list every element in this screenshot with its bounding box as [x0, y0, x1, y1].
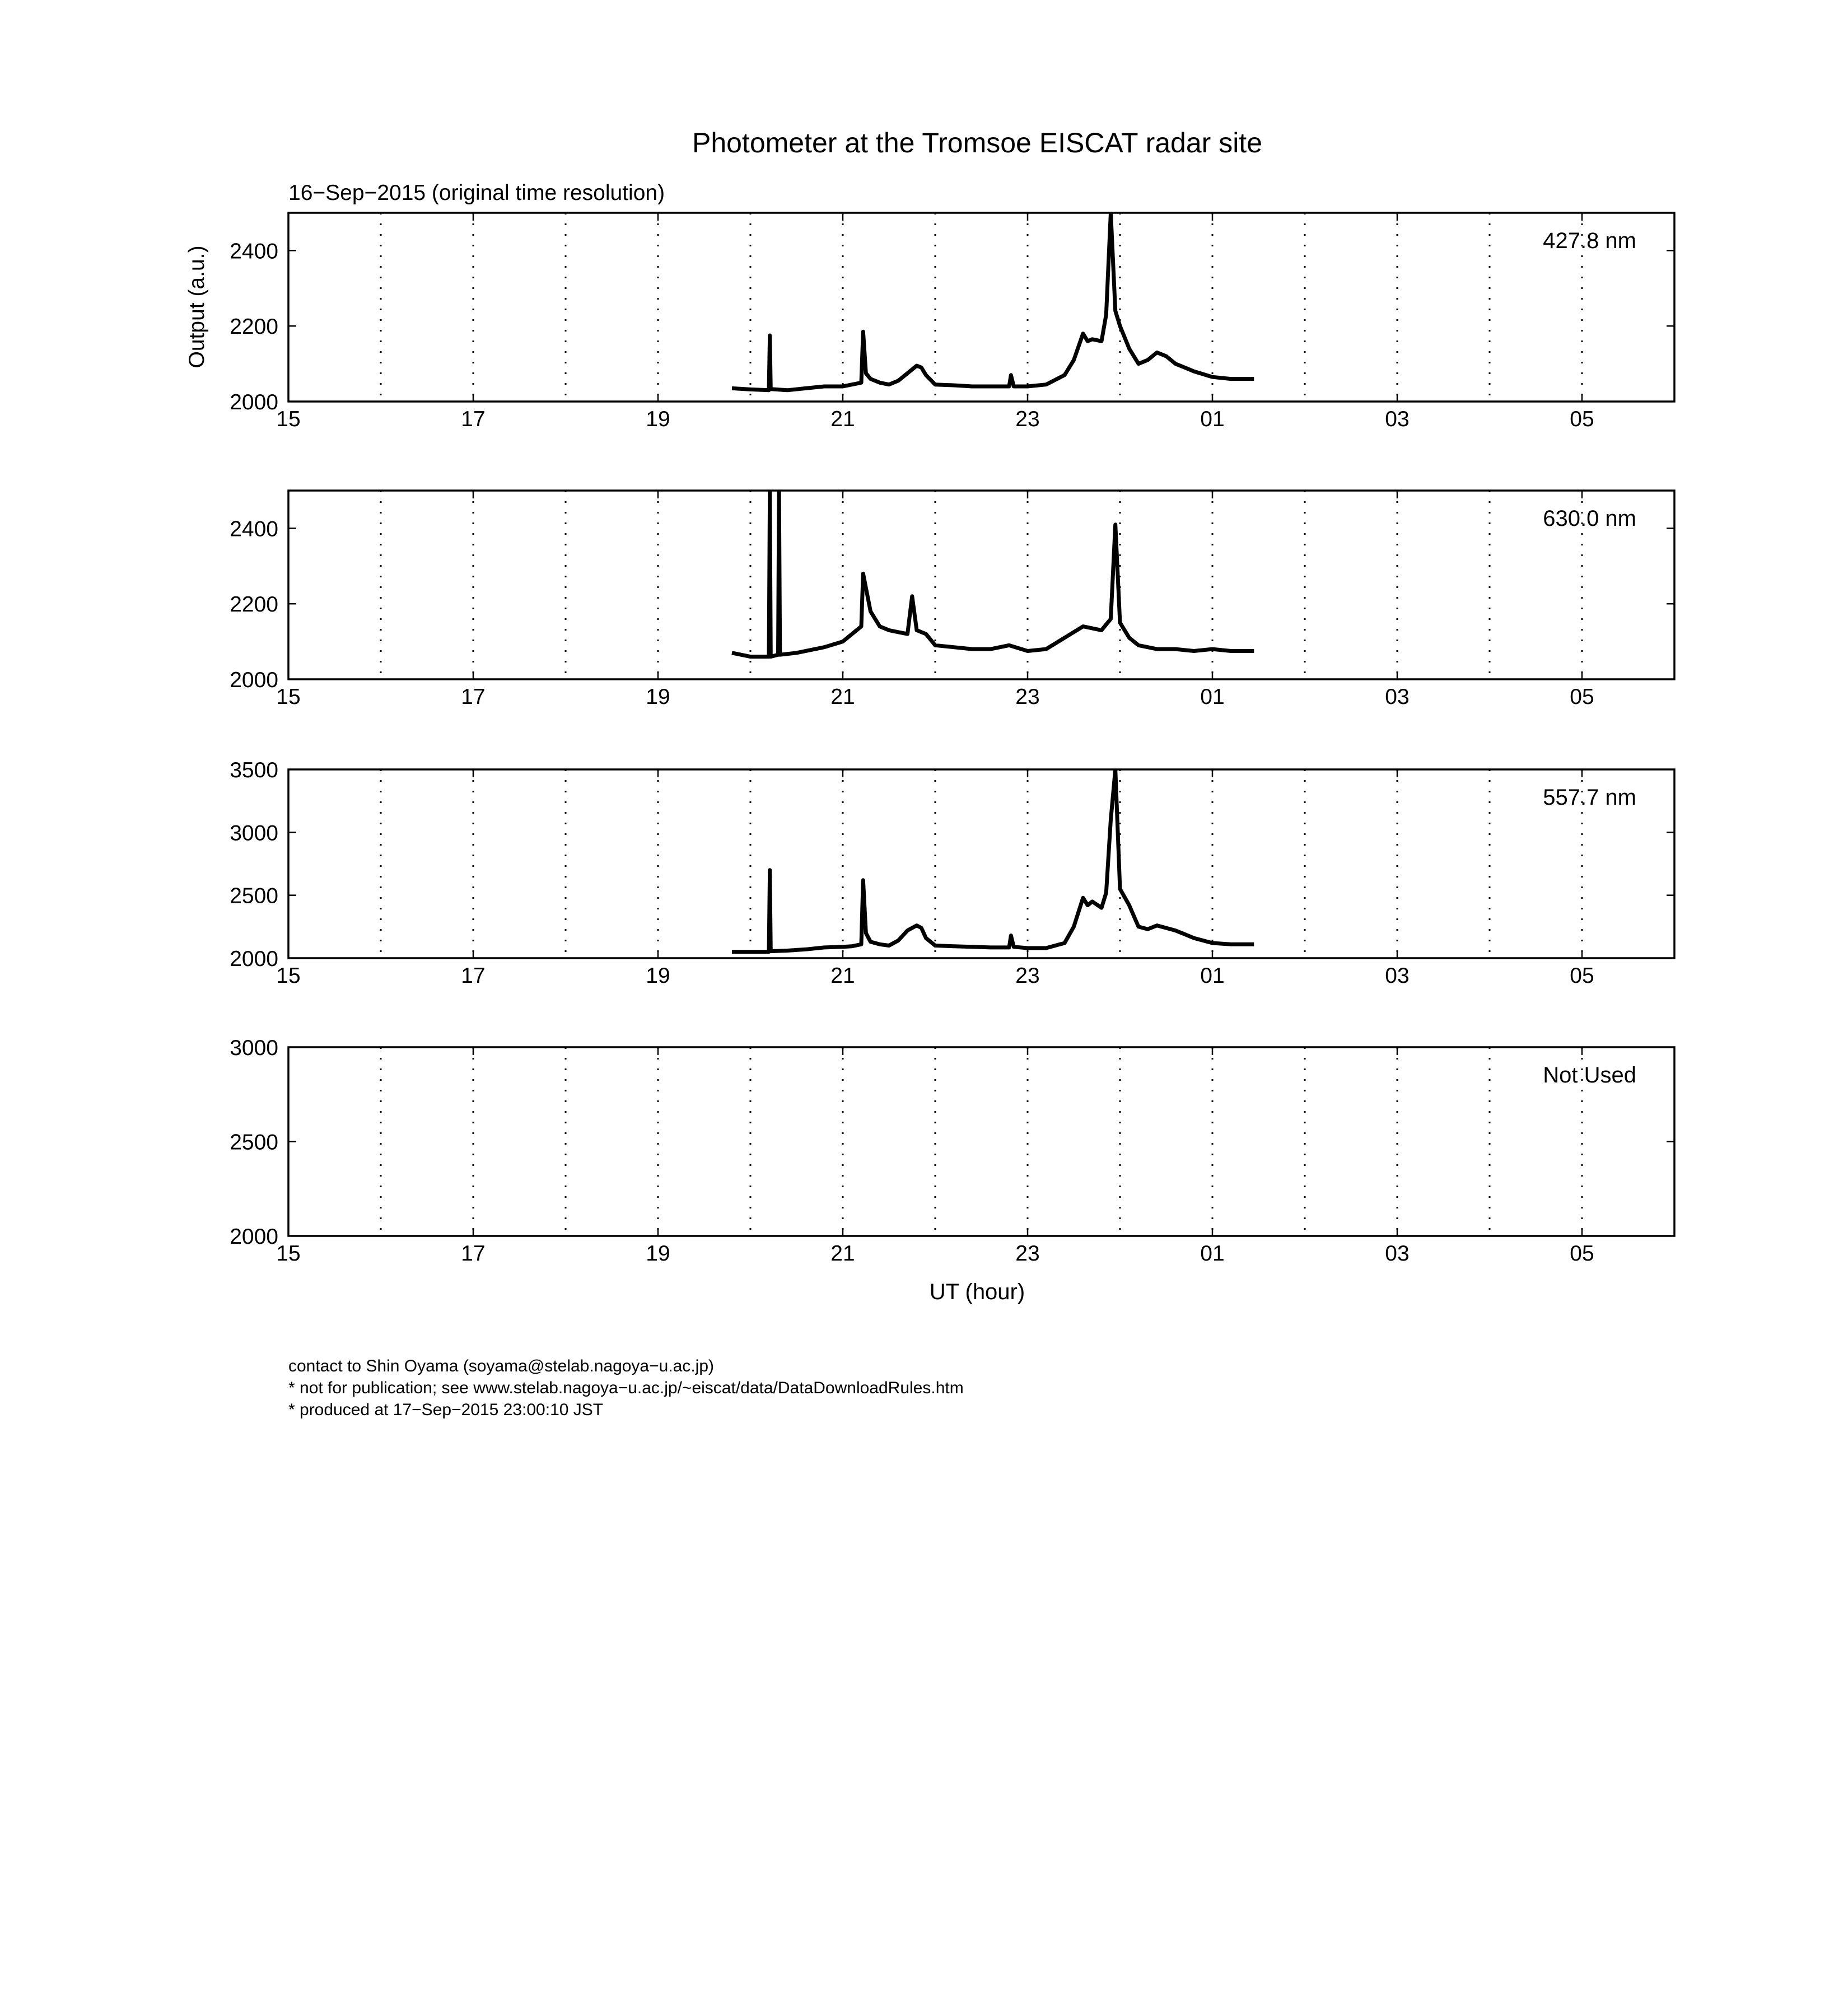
x-tick-label: 23 — [1015, 685, 1040, 709]
x-tick-label: 01 — [1200, 964, 1225, 988]
panel-3 — [230, 1036, 1674, 1266]
y-tick-label: 2000 — [230, 1225, 278, 1249]
panel-label: 427.8 nm — [1543, 228, 1636, 253]
x-tick-label: 17 — [461, 1242, 486, 1266]
y-tick-label: 3000 — [230, 1036, 278, 1060]
panel-1 — [230, 491, 1674, 709]
footer-notes — [288, 1355, 964, 1421]
y-tick-label: 3000 — [230, 821, 278, 846]
x-tick-label: 03 — [1385, 685, 1410, 709]
x-tick-label: 05 — [1570, 1242, 1594, 1266]
x-tick-label: 17 — [461, 407, 486, 431]
axes-box — [288, 769, 1674, 958]
y-tick-label: 2400 — [230, 517, 278, 542]
panel-2 — [230, 758, 1674, 988]
y-tick-label: 3500 — [230, 758, 278, 782]
y-tick-label: 2500 — [230, 1130, 278, 1155]
x-tick-label: 21 — [830, 685, 855, 709]
axes-box — [288, 1047, 1674, 1236]
x-tick-label: 21 — [830, 1242, 855, 1266]
footer-contact: contact to Shin Oyama (soyama@stelab.nagoya−u.ac.jp) — [288, 1357, 715, 1375]
y-tick-label: 2400 — [230, 239, 278, 264]
y-tick-label: 2200 — [230, 315, 278, 339]
x-tick-label: 23 — [1015, 1242, 1040, 1266]
y-tick-label: 2200 — [230, 592, 278, 617]
series-line — [732, 491, 1254, 657]
x-tick-label: 01 — [1200, 407, 1225, 431]
panel-0 — [230, 213, 1674, 431]
y-tick-label: 2000 — [230, 390, 278, 414]
y-axis-label: Output (a.u.) — [185, 245, 209, 368]
panel-label: Not Used — [1543, 1063, 1636, 1088]
panel-label: 557.7 nm — [1543, 785, 1636, 810]
x-tick-label: 05 — [1570, 407, 1594, 431]
x-tick-label: 17 — [461, 964, 486, 988]
x-tick-label: 21 — [830, 964, 855, 988]
figure-subtitle: 16−Sep−2015 (original time resolution) — [288, 181, 665, 205]
x-tick-label: 23 — [1015, 407, 1040, 431]
axes-box — [288, 213, 1674, 402]
x-tick-label: 19 — [646, 407, 670, 431]
y-tick-label: 2000 — [230, 668, 278, 692]
series-line — [732, 213, 1254, 390]
y-tick-label: 2500 — [230, 884, 278, 908]
x-tick-label: 15 — [276, 685, 301, 709]
x-tick-label: 19 — [646, 964, 670, 988]
panel-label: 630.0 nm — [1543, 506, 1636, 531]
footer-publication-note: * not for publication; see www.stelab.nagoya−u.ac.jp/~eiscat/data/DataDownloadRules.htm — [288, 1379, 964, 1397]
x-tick-label: 01 — [1200, 685, 1225, 709]
x-tick-label: 03 — [1385, 964, 1410, 988]
x-tick-label: 15 — [276, 964, 301, 988]
x-tick-label: 23 — [1015, 964, 1040, 988]
x-tick-label: 01 — [1200, 1242, 1225, 1266]
x-axis-label: UT (hour) — [929, 1280, 1025, 1304]
footer-produced-note: * produced at 17−Sep−2015 23:00:10 JST — [288, 1401, 604, 1419]
x-tick-label: 19 — [646, 1242, 670, 1266]
x-tick-label: 05 — [1570, 685, 1594, 709]
x-tick-label: 03 — [1385, 407, 1410, 431]
chart-panels — [230, 213, 1674, 1266]
x-tick-label: 15 — [276, 1242, 301, 1266]
x-tick-label: 21 — [830, 407, 855, 431]
x-tick-label: 19 — [646, 685, 670, 709]
series-line — [732, 769, 1254, 952]
x-tick-label: 15 — [276, 407, 301, 431]
figure-title: Photometer at the Tromsoe EISCAT radar site — [692, 127, 1263, 158]
x-tick-label: 17 — [461, 685, 486, 709]
y-tick-label: 2000 — [230, 947, 278, 971]
x-tick-label: 03 — [1385, 1242, 1410, 1266]
x-tick-label: 05 — [1570, 964, 1594, 988]
